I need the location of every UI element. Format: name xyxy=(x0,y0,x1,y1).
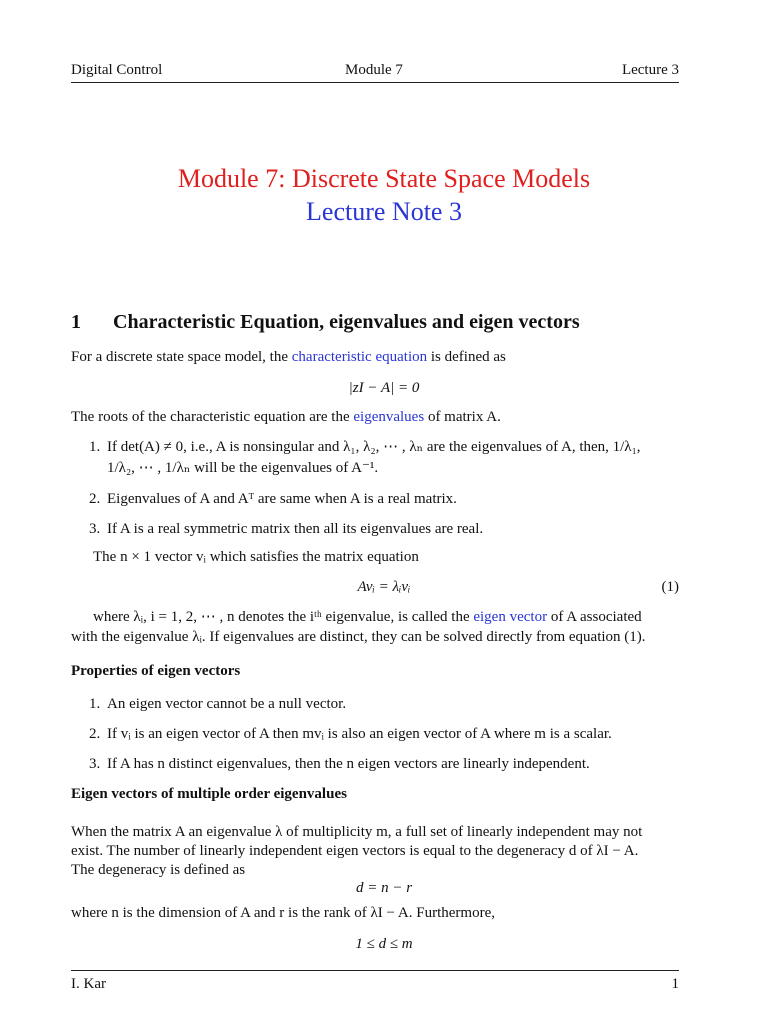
properties-heading: Properties of eigen vectors xyxy=(71,663,241,679)
list2-item-3-number: 3. xyxy=(89,756,101,772)
where-paragraph-line-2: with the eigenvalue λᵢ. If eigenvalues are distinct, they can be solved directly from equation (1). xyxy=(71,629,646,645)
vector-definition: The n × 1 vector vᵢ which satisfies the matrix equation xyxy=(93,549,419,565)
degeneracy-equation: d = n − r xyxy=(355,880,413,896)
footer-page-number: 1 xyxy=(671,976,679,992)
title-line-1: Module 7: Discrete State Space Models xyxy=(177,164,591,193)
list2-item-1-number: 1. xyxy=(89,696,101,712)
roots-paragraph xyxy=(71,408,501,426)
equation-1: Avᵢ = λᵢvᵢ xyxy=(357,579,411,595)
roots-text: The roots of the characteristic equation are the xyxy=(71,409,354,425)
multi-paragraph-line-2: exist. The number of linearly independent eigen vectors is equal to the degeneracy d of λI − A. xyxy=(71,843,639,859)
multi-paragraph-line-3: The degeneracy is defined as xyxy=(71,862,246,878)
list1-item-3-text: If A is a real symmetric matrix then all its eigenvalues are real. xyxy=(107,521,484,537)
list2-item-3-text: If A has n distinct eigenvalues, then the n eigen vectors are linearly independent. xyxy=(107,756,590,772)
where-paragraph-line-1 xyxy=(93,608,642,626)
list1-item-1-line-2: 1/λ₂, ⋯ , 1/λₙ will be the eigenvalues of A⁻¹. xyxy=(107,460,379,476)
list1-item-2-number: 2. xyxy=(89,491,101,507)
characteristic-equation-link[interactable]: characteristic equation xyxy=(291,349,428,365)
list1-item-3-number: 3. xyxy=(89,521,101,537)
section-title: Characteristic Equation, eigenvalues and eigen vectors xyxy=(113,311,580,333)
eigen-vector-link[interactable]: eigen vector xyxy=(473,609,548,625)
eigenvalues-link[interactable]: eigenvalues xyxy=(353,409,425,425)
list1-item-1-line-1: If det(A) ≠ 0, i.e., A is nonsingular and λ₁, λ₂, ⋯ , λₙ are the eigenvalues of A, then, 1/λ₁, xyxy=(107,439,641,455)
title-line-2: Lecture Note 3 xyxy=(306,197,462,226)
list2-item-2-text: If vᵢ is an eigen vector of A then mvᵢ is also an eigen vector of A where m is a scalar. xyxy=(107,726,612,742)
degeneracy-inequality: 1 ≤ d ≤ m xyxy=(355,936,413,952)
intro-text: For a discrete state space model, the xyxy=(71,349,292,365)
list1-item-2-text: Eigenvalues of A and Aᵀ are same when A is a real matrix. xyxy=(107,491,457,507)
header-rule xyxy=(71,82,679,83)
equation-1-label: (1) xyxy=(661,579,679,595)
header-right: Lecture 3 xyxy=(621,62,679,78)
list2-item-1-text: An eigen vector cannot be a null vector. xyxy=(107,696,347,712)
header-center: Module 7 xyxy=(345,62,403,78)
footer-rule xyxy=(71,970,679,971)
list2-item-2-number: 2. xyxy=(89,726,101,742)
list1-item-1-number: 1. xyxy=(89,439,101,455)
section-number: 1 xyxy=(71,311,81,333)
intro-paragraph xyxy=(71,348,506,366)
intro-text-end: is defined as xyxy=(427,349,506,365)
characteristic-equation: |zI − A| = 0 xyxy=(348,380,420,396)
where-rank-paragraph: where n is the dimension of A and r is the rank of λI − A. Furthermore, xyxy=(71,905,495,921)
header-left: Digital Control xyxy=(71,62,163,78)
where-text-end: of A associated xyxy=(547,609,642,625)
where-text: where λᵢ, i = 1, 2, ⋯ , n denotes the iᵗʰ eigenvalue, is called the xyxy=(93,609,474,625)
footer-author: I. Kar xyxy=(71,976,106,992)
multi-paragraph-line-1: When the matrix A an eigenvalue λ of multiplicity m, a full set of linearly independent may not xyxy=(71,824,643,840)
section-heading xyxy=(71,310,580,334)
multiple-order-heading: Eigen vectors of multiple order eigenvalues xyxy=(71,786,347,802)
roots-text-end: of matrix A. xyxy=(424,409,501,425)
